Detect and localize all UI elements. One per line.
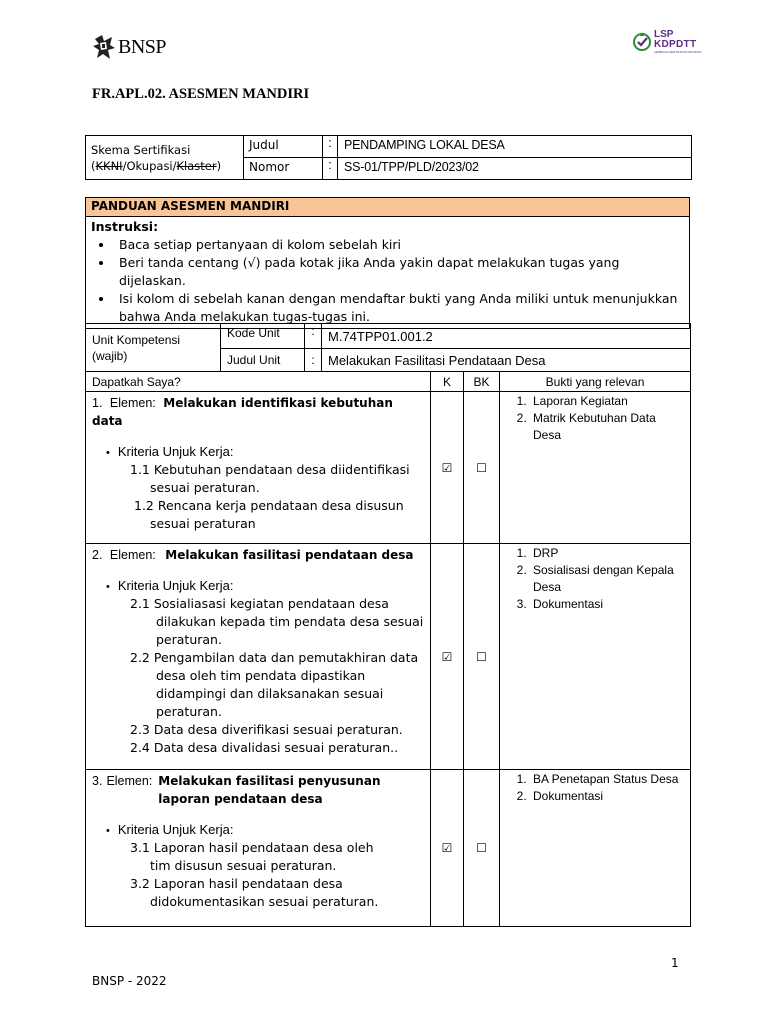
lsp-logo-line1: LSP (654, 29, 674, 40)
criterion (92, 839, 424, 911)
unit-table (85, 323, 691, 927)
judul-unit-colon: : (305, 349, 322, 372)
nomor-label: Nomor (244, 158, 323, 180)
element-row-2 (86, 544, 691, 770)
kuk-label: • Kriteria Unjuk Kerja: (106, 444, 424, 459)
element-heading (92, 546, 424, 564)
lsp-kdpdtt-logo (632, 30, 701, 54)
kode-unit-colon: : (305, 324, 322, 349)
element-heading (92, 772, 424, 808)
evidence-item: 2. Dokumentasi (530, 788, 686, 805)
bk-checkbox[interactable]: ☐ (464, 392, 500, 544)
instruction-item: • Isi kolom di sebelah kanan dengan mendaftar bukti yang Anda miliki untuk menunjukkan bahwa Anda melakukan tugas-tugas ini. (114, 290, 684, 326)
bnsp-logo-text: BNSP (118, 35, 167, 58)
kuk-label: • Kriteria Unjuk Kerja: (106, 578, 424, 593)
element-number: 2. (92, 548, 103, 562)
bk-checkbox[interactable]: ☐ (464, 770, 500, 927)
evidence-item: 2. Sosialisasi dengan Kepala Desa (530, 562, 686, 596)
schema-label-okupasi: /Okupasi/ (122, 158, 177, 173)
evidence-item: 3. Dokumentasi (530, 596, 686, 613)
bk-checkbox[interactable]: ☐ (464, 544, 500, 770)
lsp-emblem-icon (632, 30, 652, 54)
k-checkbox[interactable]: ☑ (431, 770, 464, 927)
element-prefix: Elemen: (106, 774, 153, 788)
instruksi-label: Instruksi: (91, 219, 159, 234)
criterion-text: 1.1 Kebutuhan pendataan desa diidentifikasi sesuai peraturan. (130, 462, 410, 495)
element-row-3 (86, 770, 691, 927)
element-number: 1. (92, 396, 103, 410)
element-prefix: Elemen: (109, 548, 156, 562)
evidence-cell (500, 770, 691, 927)
element-question-cell (86, 544, 431, 770)
criterion-text: 3.1 Laporan hasil pendataan desa oleh tim disusun sesuai peraturan. (130, 840, 374, 873)
criterion-text: 2.1 Sosialiasasi kegiatan pendataan desa dilakukan kepada tim pendata desa sesuai peraturan. (130, 596, 424, 647)
schema-label-klaster: Klaster (176, 158, 217, 173)
bnsp-logo (92, 32, 166, 62)
judul-value: PENDAMPING LOKAL DESA (338, 136, 692, 158)
col-question-header: Dapatkah Saya? (86, 372, 431, 392)
element-title: Melakukan fasilitasi pendataan desa (165, 548, 414, 562)
instruction-list (91, 236, 684, 326)
criterion-text: 2.4 Data desa divalidasi sesuai peraturan.. (130, 740, 399, 755)
lsp-logo-line2: KDPDTT (654, 39, 697, 50)
evidence-item: 2. Matrik Kebutuhan Data Desa (530, 410, 686, 444)
element-title: Melakukan fasilitasi penyusunan laporan pendataan desa (158, 774, 381, 806)
element-row-1 (86, 392, 691, 544)
kode-unit-label: Kode Unit (221, 324, 305, 349)
evidence-item: 1. BA Penetapan Status Desa (530, 771, 686, 788)
element-question-cell (86, 392, 431, 544)
schema-table (85, 135, 692, 180)
schema-label-line1: Skema Sertifikasi (91, 142, 191, 157)
element-question-cell (86, 770, 431, 927)
judul-label: Judul (244, 136, 323, 158)
criterion-text: 1.2 Rencana kerja pendataan desa disusun sesuai peraturan (134, 498, 404, 531)
criterion-text: 2.3 Data desa diverifikasi sesuai peraturan. (130, 722, 403, 737)
schema-label-cell (86, 136, 244, 180)
guide-heading: PANDUAN ASESMEN MANDIRI (86, 198, 690, 217)
document-title: FR.APL.02. ASESMEN MANDIRI (92, 86, 310, 102)
unit-label: Unit Kompetensi (wajib) (86, 324, 221, 372)
judul-colon: : (323, 136, 338, 158)
nomor-colon: : (323, 158, 338, 180)
evidence-list (504, 771, 686, 805)
judul-unit-value: Melakukan Fasilitasi Pendataan Desa (322, 349, 691, 372)
element-heading (92, 394, 424, 430)
criterion-text: 2.2 Pengambilan data dan pemutakhiran data desa oleh tim pendata dipastikan didampingi dan dilaksanakan sesuai peraturan. (130, 650, 419, 719)
schema-label-open: ( (91, 158, 96, 173)
judul-unit-label: Judul Unit (221, 349, 305, 372)
evidence-item: 1. DRP (530, 545, 686, 562)
guide-body (86, 217, 690, 329)
evidence-list (504, 545, 686, 613)
bnsp-emblem-icon (92, 33, 116, 61)
schema-label-close: ) (216, 158, 222, 173)
guide-table (85, 197, 690, 329)
evidence-item: 1. Laporan Kegiatan (530, 393, 686, 410)
nomor-value: SS-01/TPP/PLD/2023/02 (338, 158, 692, 180)
col-bk-header: BK (464, 372, 500, 392)
instruction-item: • Baca setiap pertanyaan di kolom sebelah kiri (114, 236, 684, 254)
kuk-label: • Kriteria Unjuk Kerja: (106, 822, 424, 837)
kode-unit-value: M.74TPP01.001.2 (322, 324, 691, 349)
evidence-cell (500, 392, 691, 544)
page-number: 1 (671, 956, 679, 970)
col-k-header: K (431, 372, 464, 392)
footer-text: BNSP - 2022 (92, 974, 167, 988)
k-checkbox[interactable]: ☑ (431, 544, 464, 770)
criterion (92, 595, 424, 757)
lsp-logo-tagline: LEMBAGA SERTIFIKASI PROFESI (654, 50, 702, 54)
k-checkbox[interactable]: ☑ (431, 392, 464, 544)
col-evidence-header: Bukti yang relevan (500, 372, 691, 392)
element-title: Melakukan identifikasi kebutuhan data (92, 396, 393, 428)
criterion-text: 3.2 Laporan hasil pendataan desa didokumentasikan sesuai peraturan. (130, 876, 379, 909)
element-number: 3. (92, 774, 103, 788)
element-prefix: Elemen: (109, 396, 156, 410)
evidence-cell (500, 544, 691, 770)
instruction-item: • Beri tanda centang (√) pada kotak jika Anda yakin dapat melakukan tugas yang dijelaskan. (114, 254, 684, 290)
schema-label-kkni: KKNI (95, 158, 123, 173)
criterion (92, 461, 424, 533)
evidence-list (504, 393, 686, 444)
